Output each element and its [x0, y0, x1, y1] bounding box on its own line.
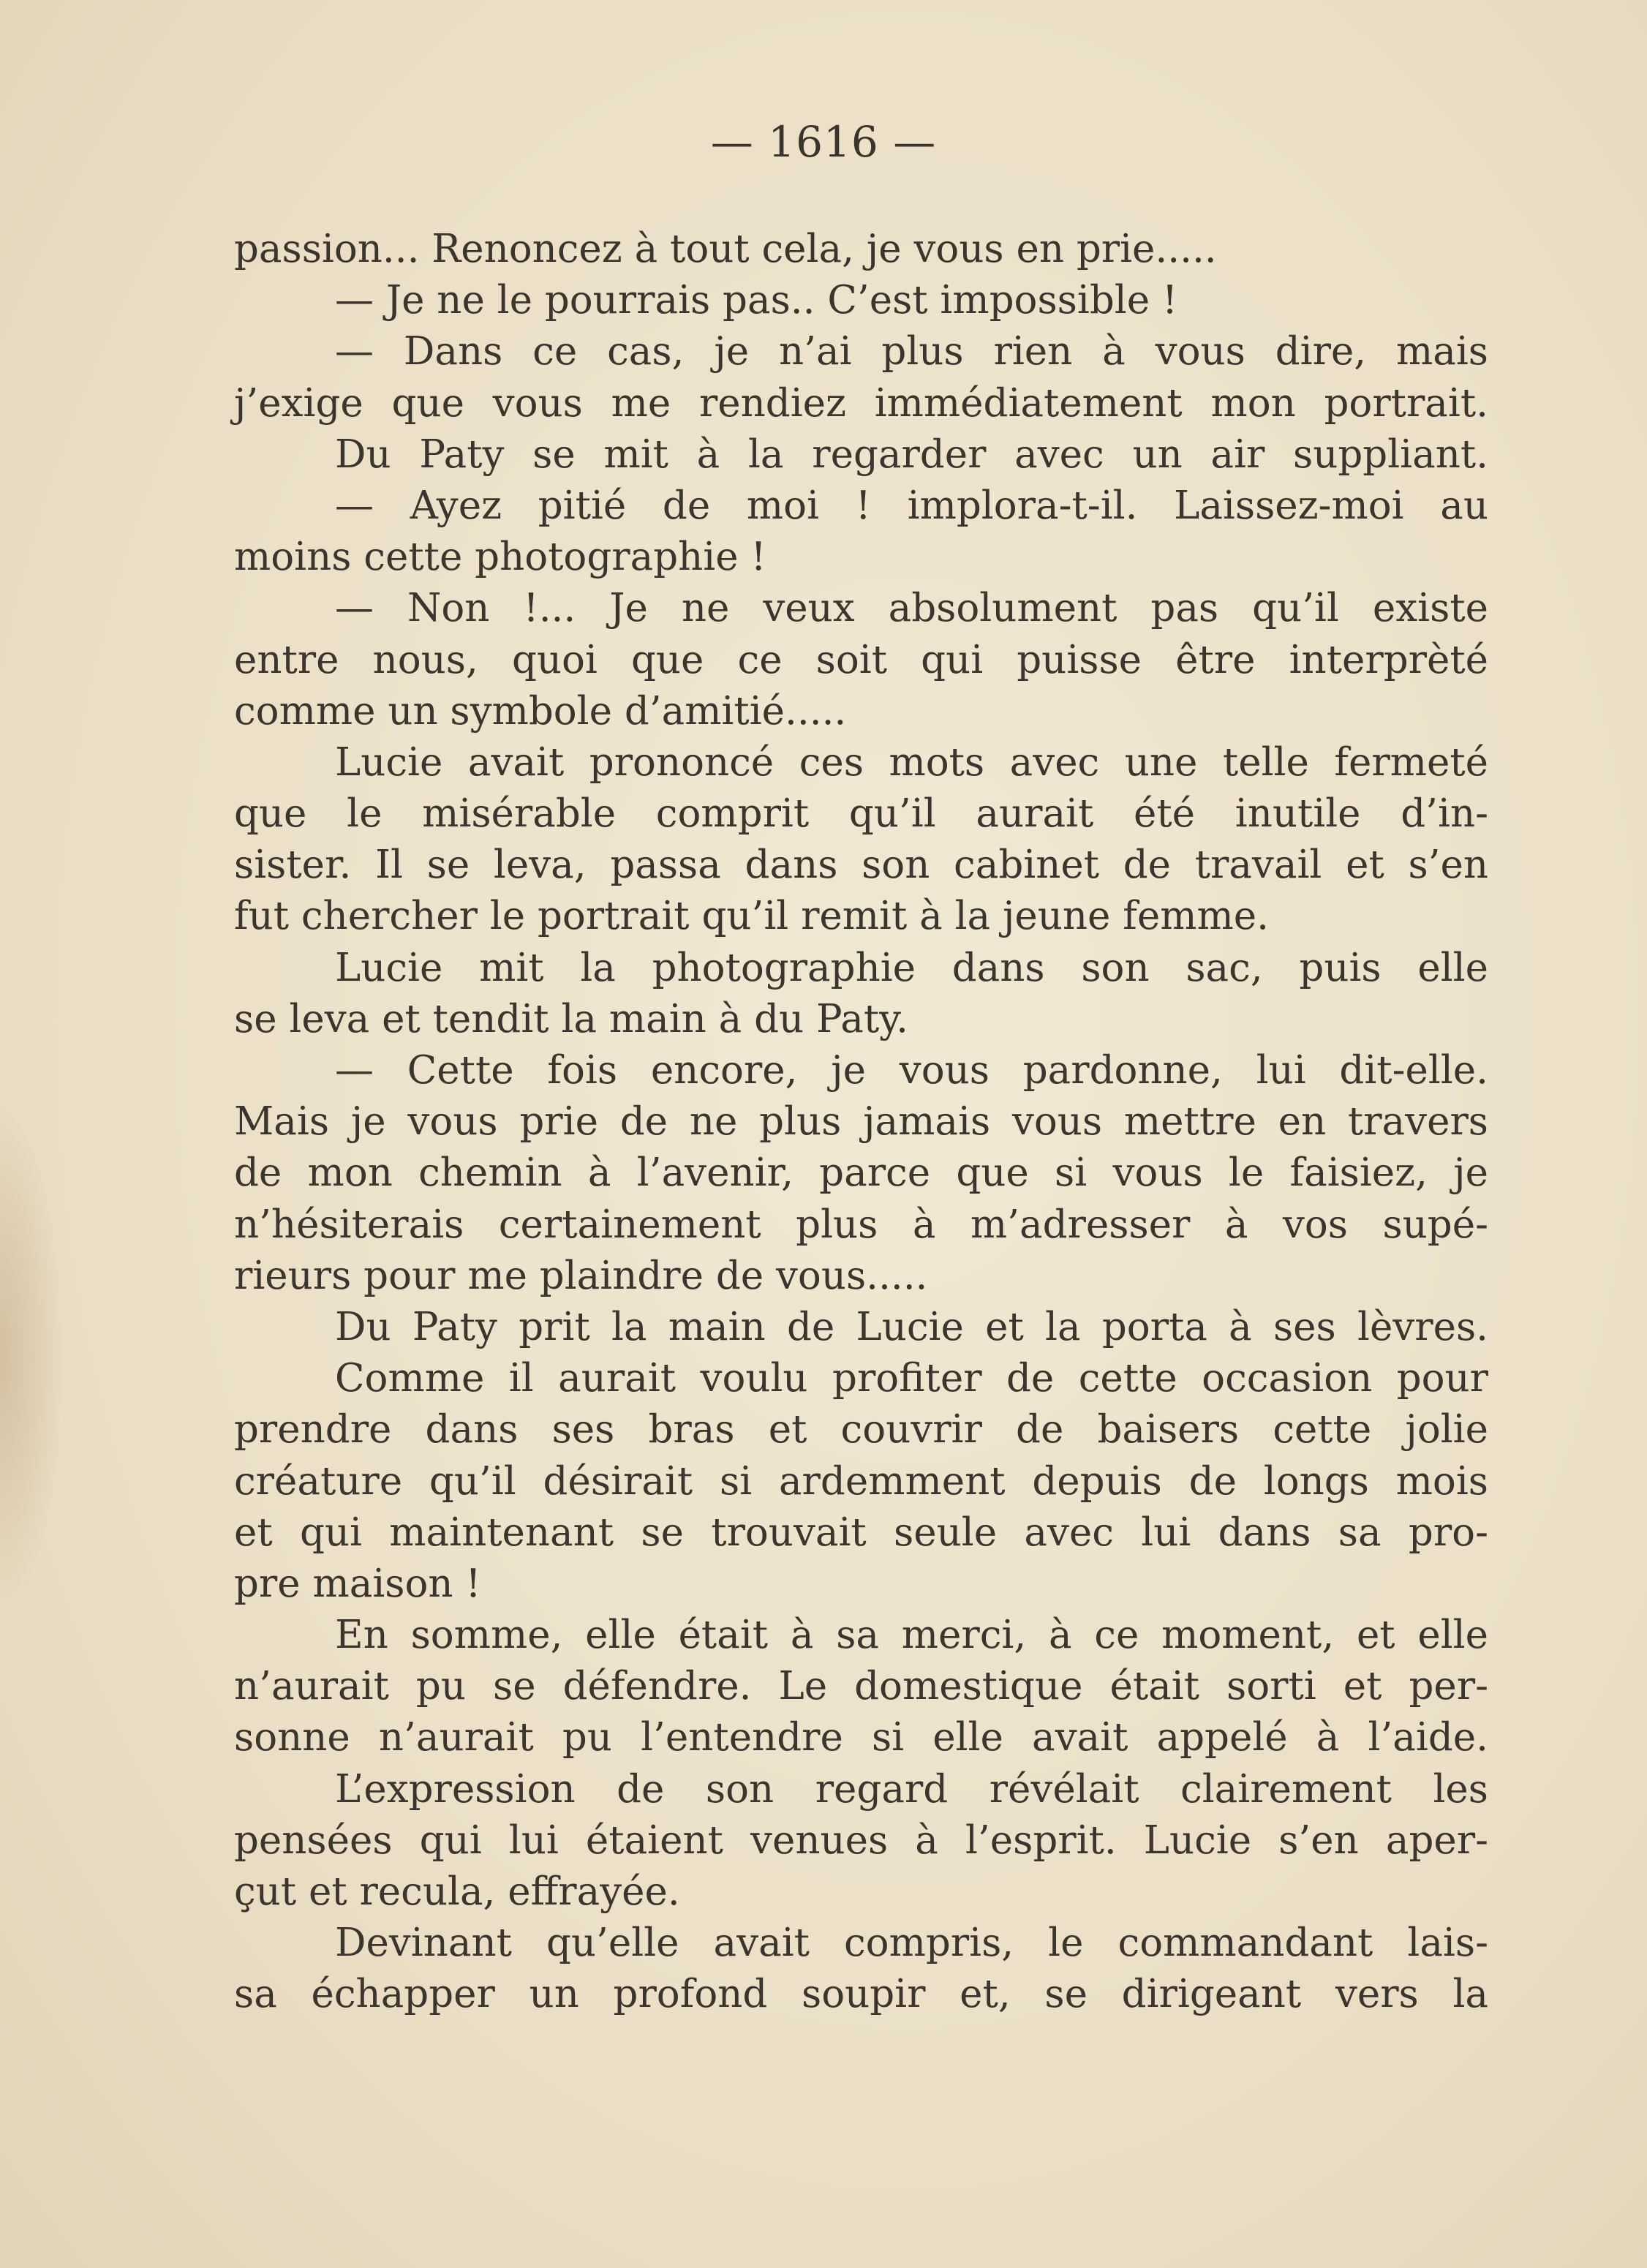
text-line: — Je ne le pourrais pas.. C’est impossible !: [335, 278, 1178, 323]
text-line: que le misérable comprit qu’il aurait été inutile d’in-: [234, 791, 1488, 837]
text-line: comme un symbole d’amitié.....: [234, 688, 847, 734]
text-line: passion... Renoncez à tout cela, je vous en prie.....: [234, 227, 1217, 271]
text-line: j’exige que vous me rendiez immédiatement mon portrait.: [234, 380, 1488, 426]
text-line: se leva et tendit la main à du Paty.: [234, 996, 908, 1041]
text-line: En somme, elle était à sa merci, à ce moment, et elle: [335, 1613, 1488, 1658]
text-line: rieurs pour me plaindre de vous.....: [234, 1253, 928, 1298]
text-line: — Cette fois encore, je vous pardonne, lui dit-elle.: [335, 1048, 1488, 1093]
page-number: — 1616 —: [710, 117, 937, 167]
text-line: Lucie mit la photographie dans son sac, puis elle: [335, 945, 1488, 990]
text-line: Mais je vous prie de ne plus jamais vous mettre en travers: [234, 1099, 1488, 1145]
text-line: Devinant qu’elle avait compris, le commandant lais-: [335, 1921, 1488, 1966]
text-line: pensées qui lui étaient venues à l’esprit. Lucie s’en aper-: [234, 1817, 1488, 1863]
paper-stain: [0, 1097, 66, 1609]
text-line: — Non !... Je ne veux absolument pas qu’il existe: [335, 586, 1488, 631]
text-line: n’hésiterais certainement plus à m’adresser à vos supé-: [234, 1202, 1488, 1247]
text-line: fut chercher le portrait qu’il remit à la jeune femme.: [234, 894, 1269, 939]
text-line: sa échapper un profond soupir et, se dirigeant vers la: [234, 1972, 1488, 2017]
text-line: entre nous, quoi que ce soit qui puisse être interprèté: [234, 637, 1488, 682]
text-line: Comme il aurait voulu profiter de cette occasion pour: [335, 1356, 1488, 1401]
text-line: Du Paty se mit à la regarder avec un air suppliant.: [335, 432, 1488, 477]
text-line: sonne n’aurait pu l’entendre si elle avait appelé à l’aide.: [234, 1715, 1488, 1760]
text-line: Lucie avait prononcé ces mots avec une telle fermeté: [335, 739, 1488, 785]
text-line: prendre dans ses bras et couvrir de baisers cette jolie: [234, 1407, 1488, 1453]
text-line: et qui maintenant se trouvait seule avec lui dans sa pro-: [234, 1510, 1488, 1555]
text-line: créature qu’il désirait si ardemment depuis de longs mois: [234, 1458, 1488, 1504]
text-line: çut et recula, effrayée.: [234, 1869, 680, 1914]
text-line: L’expression de son regard révélait clairement les: [335, 1766, 1488, 1812]
text-line: Du Paty prit la main de Lucie et la porta à ses lèvres.: [335, 1304, 1488, 1349]
text-line: — Dans ce cas, je n’ai plus rien à vous dire, mais: [335, 329, 1488, 374]
text-line: n’aurait pu se défendre. Le domestique était sorti et per-: [234, 1664, 1488, 1709]
text-line: moins cette photographie !: [234, 535, 766, 580]
text-line: sister. Il se leva, passa dans son cabinet de travail et s’en: [234, 843, 1488, 888]
body-text: [234, 224, 1488, 2021]
text-line: — Ayez pitié de moi ! implora-t-il. Laissez-moi au: [335, 483, 1488, 528]
text-line: de mon chemin à l’avenir, parce que si vous le faisiez, je: [234, 1150, 1488, 1196]
text-line: pre maison !: [234, 1561, 481, 1606]
